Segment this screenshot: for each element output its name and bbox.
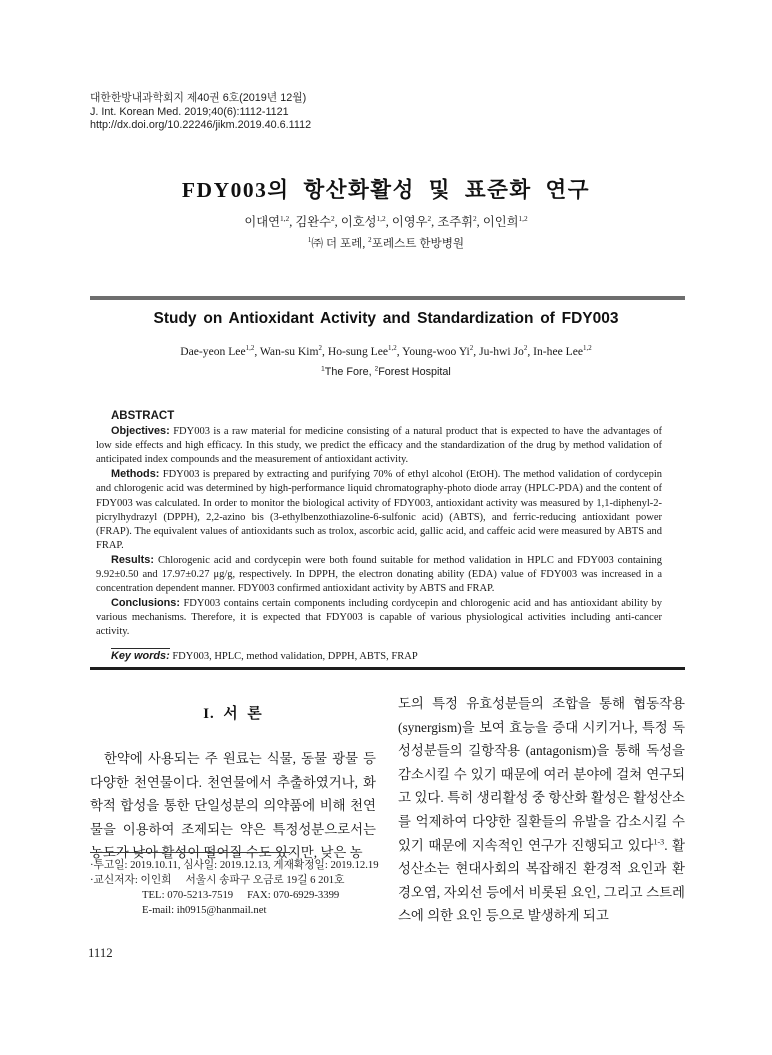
author-separator: , bbox=[334, 215, 341, 229]
affiliations-korean bbox=[0, 235, 772, 251]
journal-name-line: 대한한방내과학회지 제40권 6호(2019년 12월) bbox=[90, 92, 307, 104]
tel-number: TEL: 070-5213-7519 bbox=[142, 889, 234, 901]
abstract-objectives-text: FDY003 is a raw material for medicine consisting of a natural product that is expected to have the advantages of low side effects and high efficacy. In this study, we predict the efficacy and the standardization of the drug by method validation of anticipated index compounds and the measurement of antioxidant activity. bbox=[96, 426, 663, 466]
author-affil-sup: 1,2 bbox=[279, 213, 290, 223]
affil-text: The Fore, bbox=[324, 366, 375, 378]
author-name: 이인희 bbox=[482, 215, 519, 229]
author-separator: , bbox=[396, 345, 403, 358]
author bbox=[180, 345, 260, 358]
author-affil-sup: 1,2 bbox=[518, 213, 528, 223]
journal-header bbox=[90, 92, 311, 133]
doi-line: http://dx.doi.org/10.22246/jikm.2019.40.6.1112 bbox=[90, 119, 312, 132]
author bbox=[392, 215, 437, 229]
author bbox=[244, 215, 295, 229]
author-separator: , bbox=[289, 215, 296, 229]
keywords-text: FDY003, HPLC, method validation, DPPH, ABTS, FRAP bbox=[172, 650, 418, 662]
author-separator: , bbox=[527, 345, 534, 358]
author-name: 이대연 bbox=[244, 215, 280, 229]
footnote-phone bbox=[90, 888, 390, 903]
corresponding-author-address: 서울시 송파구 오금로 19길 6 201호 bbox=[185, 874, 345, 886]
fax-number: FAX: 070-6929-3399 bbox=[247, 889, 340, 901]
author-separator: , bbox=[473, 345, 480, 358]
affil-text: 포레스트 한방병원 bbox=[371, 237, 465, 250]
affil-sup: 1 bbox=[307, 236, 312, 245]
author-affil-sup: 2 bbox=[330, 213, 335, 223]
abstract-results-text: Chlorogenic acid and cordycepin were both found suitable for method validation in HPLC and FDY003 containing 9.92±0.50 and 17.97±0.27 μg/g, respectively. In DPPH, the electron donating ability (EDA) value of FDY003 was increased in a concentration dependent manner. FDY003 confirmed antioxidant activity by ABTS and FRAP. bbox=[96, 554, 662, 595]
abstract-conclusions-label: Conclusions: bbox=[111, 597, 180, 610]
author bbox=[341, 215, 392, 229]
paper-title-korean: FDY003의 항산화활성 및 표준화 연구 bbox=[181, 178, 591, 202]
author-affil-sup: 1,2 bbox=[583, 344, 592, 353]
author-separator: , bbox=[476, 215, 483, 229]
author-name: 김완수 bbox=[295, 215, 331, 229]
affil-text: Forest Hospital bbox=[378, 366, 451, 378]
citation-reference-sup: 1-3 bbox=[653, 837, 665, 847]
author-name: 이영우 bbox=[391, 215, 428, 229]
authors-english bbox=[0, 345, 772, 358]
intro-paragraph-left: 한약에 사용되는 주 원료는 식물, 동물 광물 등 다양한 천연물이다. 천연물에서 추출하였거나, 화학적 합성을 통한 단일성분의 의약품에 비해 천연물을 이용하여 조제되는 약은 특정성분으로서는 농도가 낮아 활성이 떨어질 수도 있지만, 낮은 농 bbox=[90, 751, 376, 861]
author-name: Ho-sung Lee bbox=[327, 345, 389, 358]
author-affil-sup: 1,2 bbox=[245, 344, 255, 353]
footnote-block bbox=[90, 852, 390, 918]
abstract-conclusions-text: FDY003 contains certain components including cordycepin and chlorogenic acid and has antioxidant ability by various mechanisms. Therefore, it is expected that FDY003 is capable of various physiological activities including anti-cancer activity. bbox=[96, 598, 663, 638]
footnote-corresponding-author bbox=[90, 873, 390, 888]
author bbox=[260, 345, 328, 358]
abstract-objectives-label: Objectives: bbox=[111, 425, 170, 438]
author-affil-sup: 1,2 bbox=[376, 213, 386, 223]
abstract-section bbox=[96, 409, 662, 664]
author bbox=[295, 215, 340, 229]
author-name: 조주휘 bbox=[437, 215, 473, 229]
author-affil-sup: 2 bbox=[523, 344, 528, 353]
author-name: Dae-yeon Lee bbox=[180, 345, 246, 358]
abstract-methods-text: FDY003 is prepared by extracting and purifying 70% of ethyl alcohol (EtOH). The method validation of cordycepin and chlorogenic acid was determined by high-performance liquid chromatography-photo diode array (HPLC-PDA) and the content of FDY003 was calculated. In order to monitor the biological activity of FDY003, antioxidant activity was measured by 1,1-diphenyl-2-picrylhydrazyl (DPPH), 2,2-azino bis (3-ethylbenzothiazoline-6-sulfonic acid) (ABTS), and ferric-reducing antioxidant power (FRAP). The equivalent values of antioxidants such as trolox, ascorbic acid, gallic acid, and caffeic acid were measured by ABTS and FRAP. bbox=[96, 469, 662, 551]
separator-rule-top bbox=[90, 296, 685, 300]
affil-text: ㈜ 더 포레, bbox=[311, 237, 369, 250]
authors-korean bbox=[0, 212, 772, 230]
intro-right-text-2: . 활성산소는 현대사회의 복잡해진 환경적 요인과 환경오염, 자외선 등에서 비롯된 요인, 그리고 스트레스에 의한 요인 등으로 발생하게 되고 bbox=[398, 837, 685, 924]
footnote-email: E-mail: ih0915@hanmail.net bbox=[142, 904, 267, 916]
body-column-right bbox=[398, 692, 685, 928]
abstract-heading: ABSTRACT bbox=[111, 410, 175, 422]
affiliations-english bbox=[0, 366, 772, 378]
author bbox=[533, 345, 592, 358]
footnote-dates: ·투고일: 2019.10.11, 심사일: 2019.12.13, 게재확정일: 2019.12.19 bbox=[90, 859, 379, 871]
affil-sup: 1 bbox=[321, 365, 325, 373]
author bbox=[437, 215, 482, 229]
separator-rule-bottom bbox=[90, 667, 685, 670]
journal-citation-line: J. Int. Korean Med. 2019;40(6):1112-1121 bbox=[90, 105, 289, 118]
author-separator: , bbox=[385, 215, 392, 229]
author bbox=[328, 345, 402, 358]
abstract-methods bbox=[96, 467, 662, 553]
page-number: 1112 bbox=[88, 946, 113, 960]
corresponding-author-label: ·교신저자: 이인희 bbox=[90, 874, 172, 886]
abstract-conclusions bbox=[96, 596, 662, 639]
affil-sup: 2 bbox=[368, 236, 372, 245]
author-separator: , bbox=[322, 345, 328, 358]
author bbox=[479, 345, 533, 358]
keywords-line bbox=[96, 649, 662, 664]
author-name: 이호성 bbox=[340, 215, 377, 229]
affil-sup: 2 bbox=[374, 365, 379, 373]
author bbox=[402, 345, 479, 358]
author-affil-sup: 2 bbox=[318, 344, 323, 353]
author-name: In-hee Lee bbox=[533, 345, 584, 358]
footnote-rule bbox=[90, 852, 290, 853]
author-name: Ju-hwi Jo bbox=[479, 345, 524, 358]
paper-title-english: Study on Antioxidant Activity and Standardization of FDY003 bbox=[153, 310, 619, 327]
abstract-methods-label: Methods: bbox=[111, 468, 160, 481]
author-affil-sup: 1,2 bbox=[388, 344, 397, 353]
intro-paragraph-right bbox=[398, 692, 685, 928]
author-name: Young-woo Yi bbox=[402, 345, 470, 358]
abstract-results bbox=[96, 553, 662, 596]
keywords-label: Key words: bbox=[111, 649, 170, 662]
author-separator: , bbox=[431, 215, 438, 229]
section-1-heading: I. 서 론 bbox=[203, 706, 263, 722]
author-affil-sup: 2 bbox=[427, 213, 432, 223]
author-separator: , bbox=[254, 345, 260, 358]
author bbox=[483, 215, 528, 229]
abstract-results-label: Results: bbox=[111, 553, 154, 566]
author-name: Wan-su Kim bbox=[259, 345, 319, 358]
author-affil-sup: 2 bbox=[469, 344, 474, 353]
intro-right-text-1: 도의 특정 유효성분들의 조합을 통해 협동작용 (synergism)을 보여 효능을 증대 시키거나, 특정 독성성분들의 길항작용 (antagonism)을 통해 독성을 감소시킬 수 있기 때문에 여러 분야에 걸쳐 연구되고 있다. 특히 생리활성 중 항산화 활성은 활성산소를 억제하여 다양한 질환들의 유발을 감소시킬 수 있기 때문에 지속적인 연구가 진행되고 있다 bbox=[398, 696, 685, 853]
body-column-left bbox=[90, 694, 376, 865]
author-affil-sup: 2 bbox=[472, 213, 477, 223]
abstract-objectives bbox=[96, 424, 662, 467]
